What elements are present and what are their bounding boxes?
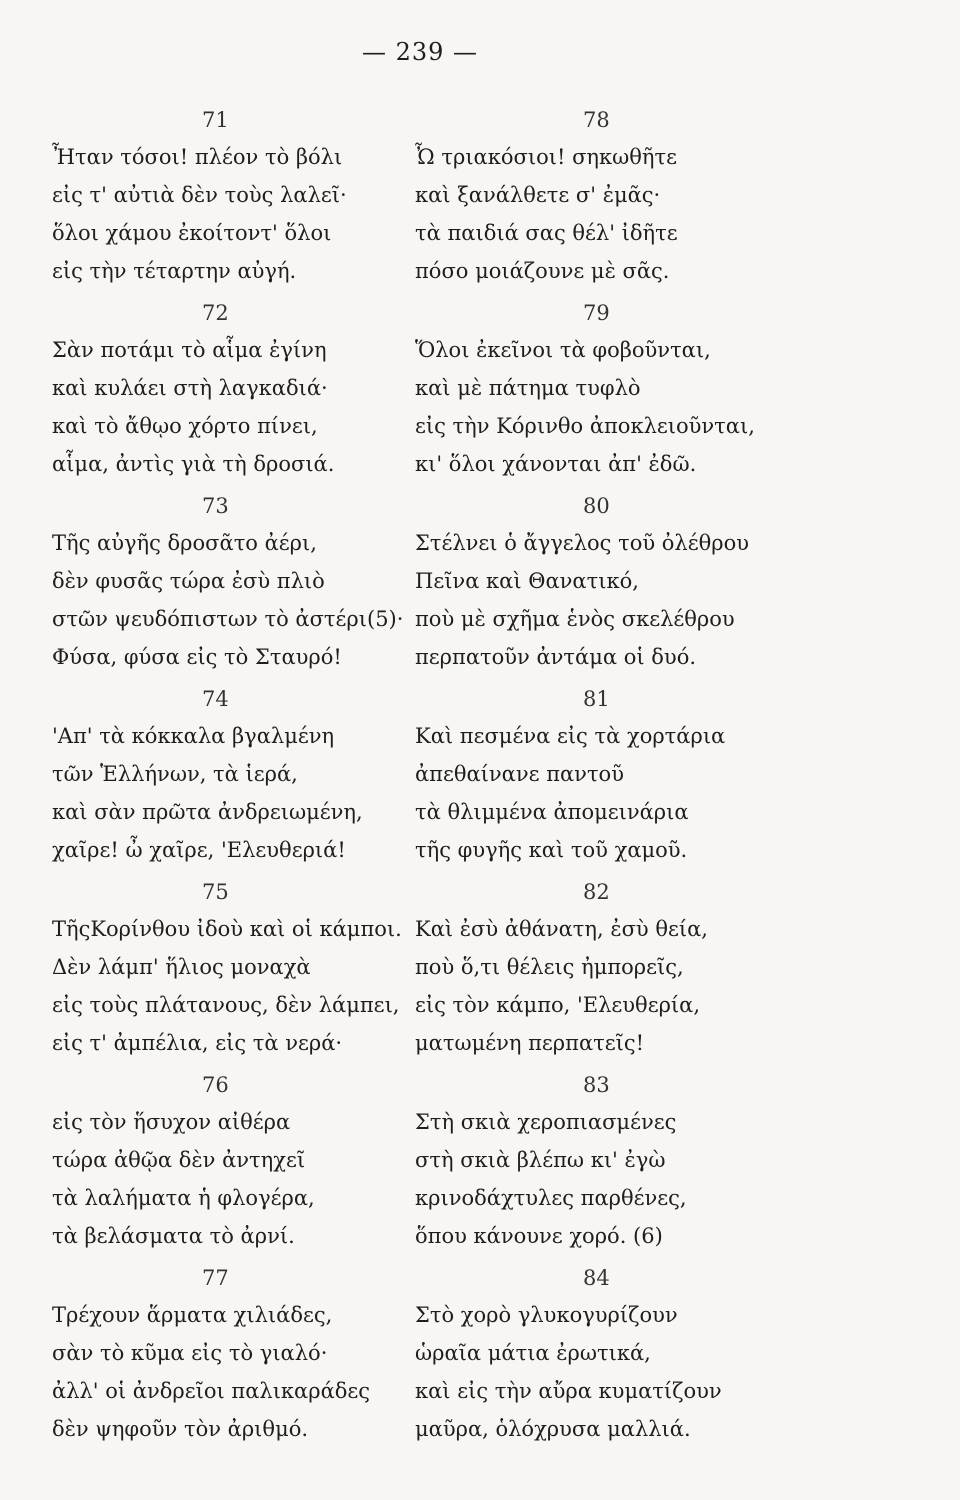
verse-line: τῆς φυγῆς καὶ τοῦ χαμοῦ. [415,838,688,862]
verse-line: Πεῖνα καὶ Θανατικό, [415,569,639,593]
verse-line: δὲν ψηφοῦν τὸν ἀριθμό. [52,1417,309,1441]
verse-line: εἰς τὸν κάμπο, 'Ελευθερία, [415,993,701,1017]
verse-line: καὶ εἰς τὴν αὔρα κυματίζουν [415,1379,722,1403]
stanza [415,1260,815,1453]
verse-line: σὰν τὸ κῦμα εἰς τὸ γιαλό· [52,1341,328,1365]
verse-line: Ὦ τριακόσιοι! σηκωθῆτε [415,145,677,169]
stanza [52,488,412,681]
stanza-number: 80 [583,494,610,518]
verse-line: κρινοδάχτυλες παρθένες, [415,1186,687,1210]
verse-line: στῶν ψευδόπιστων τὸ ἀστέρι(5)· [52,607,404,631]
verse-line: εἰς τὴν Κόρινθο ἀποκλειοῦνται, [415,414,755,438]
page-number: — 239 — [361,38,479,66]
verse-line: εἰς τὸν ἥσυχον αἰθέρα [52,1110,291,1134]
stanza-number: 84 [583,1266,610,1290]
verse-line: Τρέχουν ἅρματα χιλιάδες, [52,1303,333,1327]
verse-line: Στέλνει ὁ ἄγγελος τοῦ ὀλέθρου [415,531,750,555]
stanza [52,1260,412,1453]
verse-line: χαῖρε! ὦ χαῖρε, 'Ελευθεριά! [52,838,346,862]
stanza-number: 71 [202,108,229,132]
stanza [52,874,412,1067]
stanza-number: 83 [583,1073,610,1097]
stanza-number: 73 [202,494,229,518]
stanza-number: 76 [202,1073,229,1097]
stanza-number: 78 [583,108,610,132]
verse-line: Σὰν ποτάμι τὸ αἷμα ἐγίνη [52,338,327,362]
verse-line: Στὸ χορὸ γλυκογυρίζουν [415,1303,678,1327]
verse-line: τὰ βελάσματα τὸ ἀρνί. [52,1224,295,1248]
verse-line: τὰ θλιμμένα ἀπομεινάρια [415,800,689,824]
stanza-number: 82 [583,880,610,904]
stanza [52,295,412,488]
stanza [52,681,412,874]
verse-line: μαῦρα, ὁλόχρυσα μαλλιά. [415,1417,691,1441]
stanza [415,488,815,681]
verse-line: Ἦταν τόσοι! πλέον τὸ βόλι [52,145,343,169]
verse-line: αἷμα, ἀντὶς γιὰ τὴ δροσιά. [52,452,335,476]
verse-line: ἀλλ' οἱ ἀνδρεῖοι παλικαράδες [52,1379,371,1403]
stanza-number: 74 [202,687,229,711]
verse-line: εἰς τοὺς πλάτανους, δὲν λάμπει, [52,993,400,1017]
verse-line: τώρα ἀθῷα δὲν ἀντηχεῖ [52,1148,306,1172]
verse-line: τὰ λαλήματα ἡ φλογέρα, [52,1186,315,1210]
verse-line: ὅλοι χάμου ἐκοίτοντ' ὅλοι [52,221,332,245]
stanza [52,102,412,295]
stanza-number: 79 [583,301,610,325]
verse-line: ματωμένη περπατεῖς! [415,1031,645,1055]
stanza [415,295,815,488]
verse-line: Καὶ ἐσὺ ἀθάνατη, ἐσὺ θεία, [415,917,708,941]
verse-line: καὶ κυλάει στὴ λαγκαδιά· [52,376,328,400]
stanza [415,102,815,295]
verse-line: πόσο μοιάζουνε μὲ σᾶς. [415,259,670,283]
verse-line: καὶ τὸ ἄθῳο χόρτο πίνει, [52,414,318,438]
verse-line: καὶ ξανάλθετε σ' ἐμᾶς· [415,183,661,207]
verse-line: ΤῆςΚορίνθου ἰδοὺ καὶ οἱ κάμποι. [52,917,402,941]
stanza-number: 81 [583,687,610,711]
verse-line: εἰς τ' αὐτιὰ δὲν τοὺς λαλεῖ· [52,183,347,207]
verse-line: 'Απ' τὰ κόκκαλα βγαλμένη [52,724,335,748]
verse-line: ἀπεθαίνανε παντοῦ [415,762,624,786]
verse-line: δὲν φυσᾶς τώρα ἐσὺ πλιὸ [52,569,325,593]
verse-line: περπατοῦν ἀντάμα οἱ δυό. [415,645,697,669]
verse-line: εἰς τὴν τέταρτην αὐγή. [52,259,297,283]
verse-line: ποὺ ὅ,τι θέλεις ἠμπορεῖς, [415,955,684,979]
verse-line: στὴ σκιὰ βλέπω κι' ἐγὼ [415,1148,666,1172]
verse-line: ὡραῖα μάτια ἐρωτικά, [415,1341,651,1365]
verse-line: ποὺ μὲ σχῆμα ἑνὸς σκελέθρου [415,607,735,631]
verse-line: τῶν Ἑλλήνων, τὰ ἱερά, [52,762,298,786]
stanza [52,1067,412,1260]
verse-line: καὶ μὲ πάτημα τυφλὸ [415,376,641,400]
verse-line: ὅπου κάνουνε χορό. (6) [415,1224,663,1248]
verse-line: Δὲν λάμπ' ἥλιος μοναχὰ [52,955,311,979]
stanza [415,874,815,1067]
verse-line: τὰ παιδιά σας θέλ' ἰδῆτε [415,221,678,245]
verse-line: Φύσα, φύσα εἰς τὸ Σταυρό! [52,645,342,669]
verse-line: καὶ σὰν πρῶτα ἀνδρειωμένη, [52,800,363,824]
verse-line: Στὴ σκιὰ χεροπιασμένες [415,1110,677,1134]
verse-line: Καὶ πεσμένα εἰς τὰ χορτάρια [415,724,726,748]
left-column [52,102,412,1453]
verse-line: Τῆς αὐγῆς δροσᾶτο ἀέρι, [52,531,317,555]
stanza-number: 72 [202,301,229,325]
right-column [415,102,815,1453]
stanza [415,1067,815,1260]
stanza-number: 75 [202,880,229,904]
verse-line: κι' ὅλοι χάνονται ἀπ' ἐδῶ. [415,452,697,476]
verse-line: Ὅλοι ἐκεῖνοι τὰ φοβοῦνται, [415,338,711,362]
verse-line: εἰς τ' ἀμπέλια, εἰς τὰ νερά· [52,1031,343,1055]
stanza [415,681,815,874]
stanza-number: 77 [202,1266,229,1290]
